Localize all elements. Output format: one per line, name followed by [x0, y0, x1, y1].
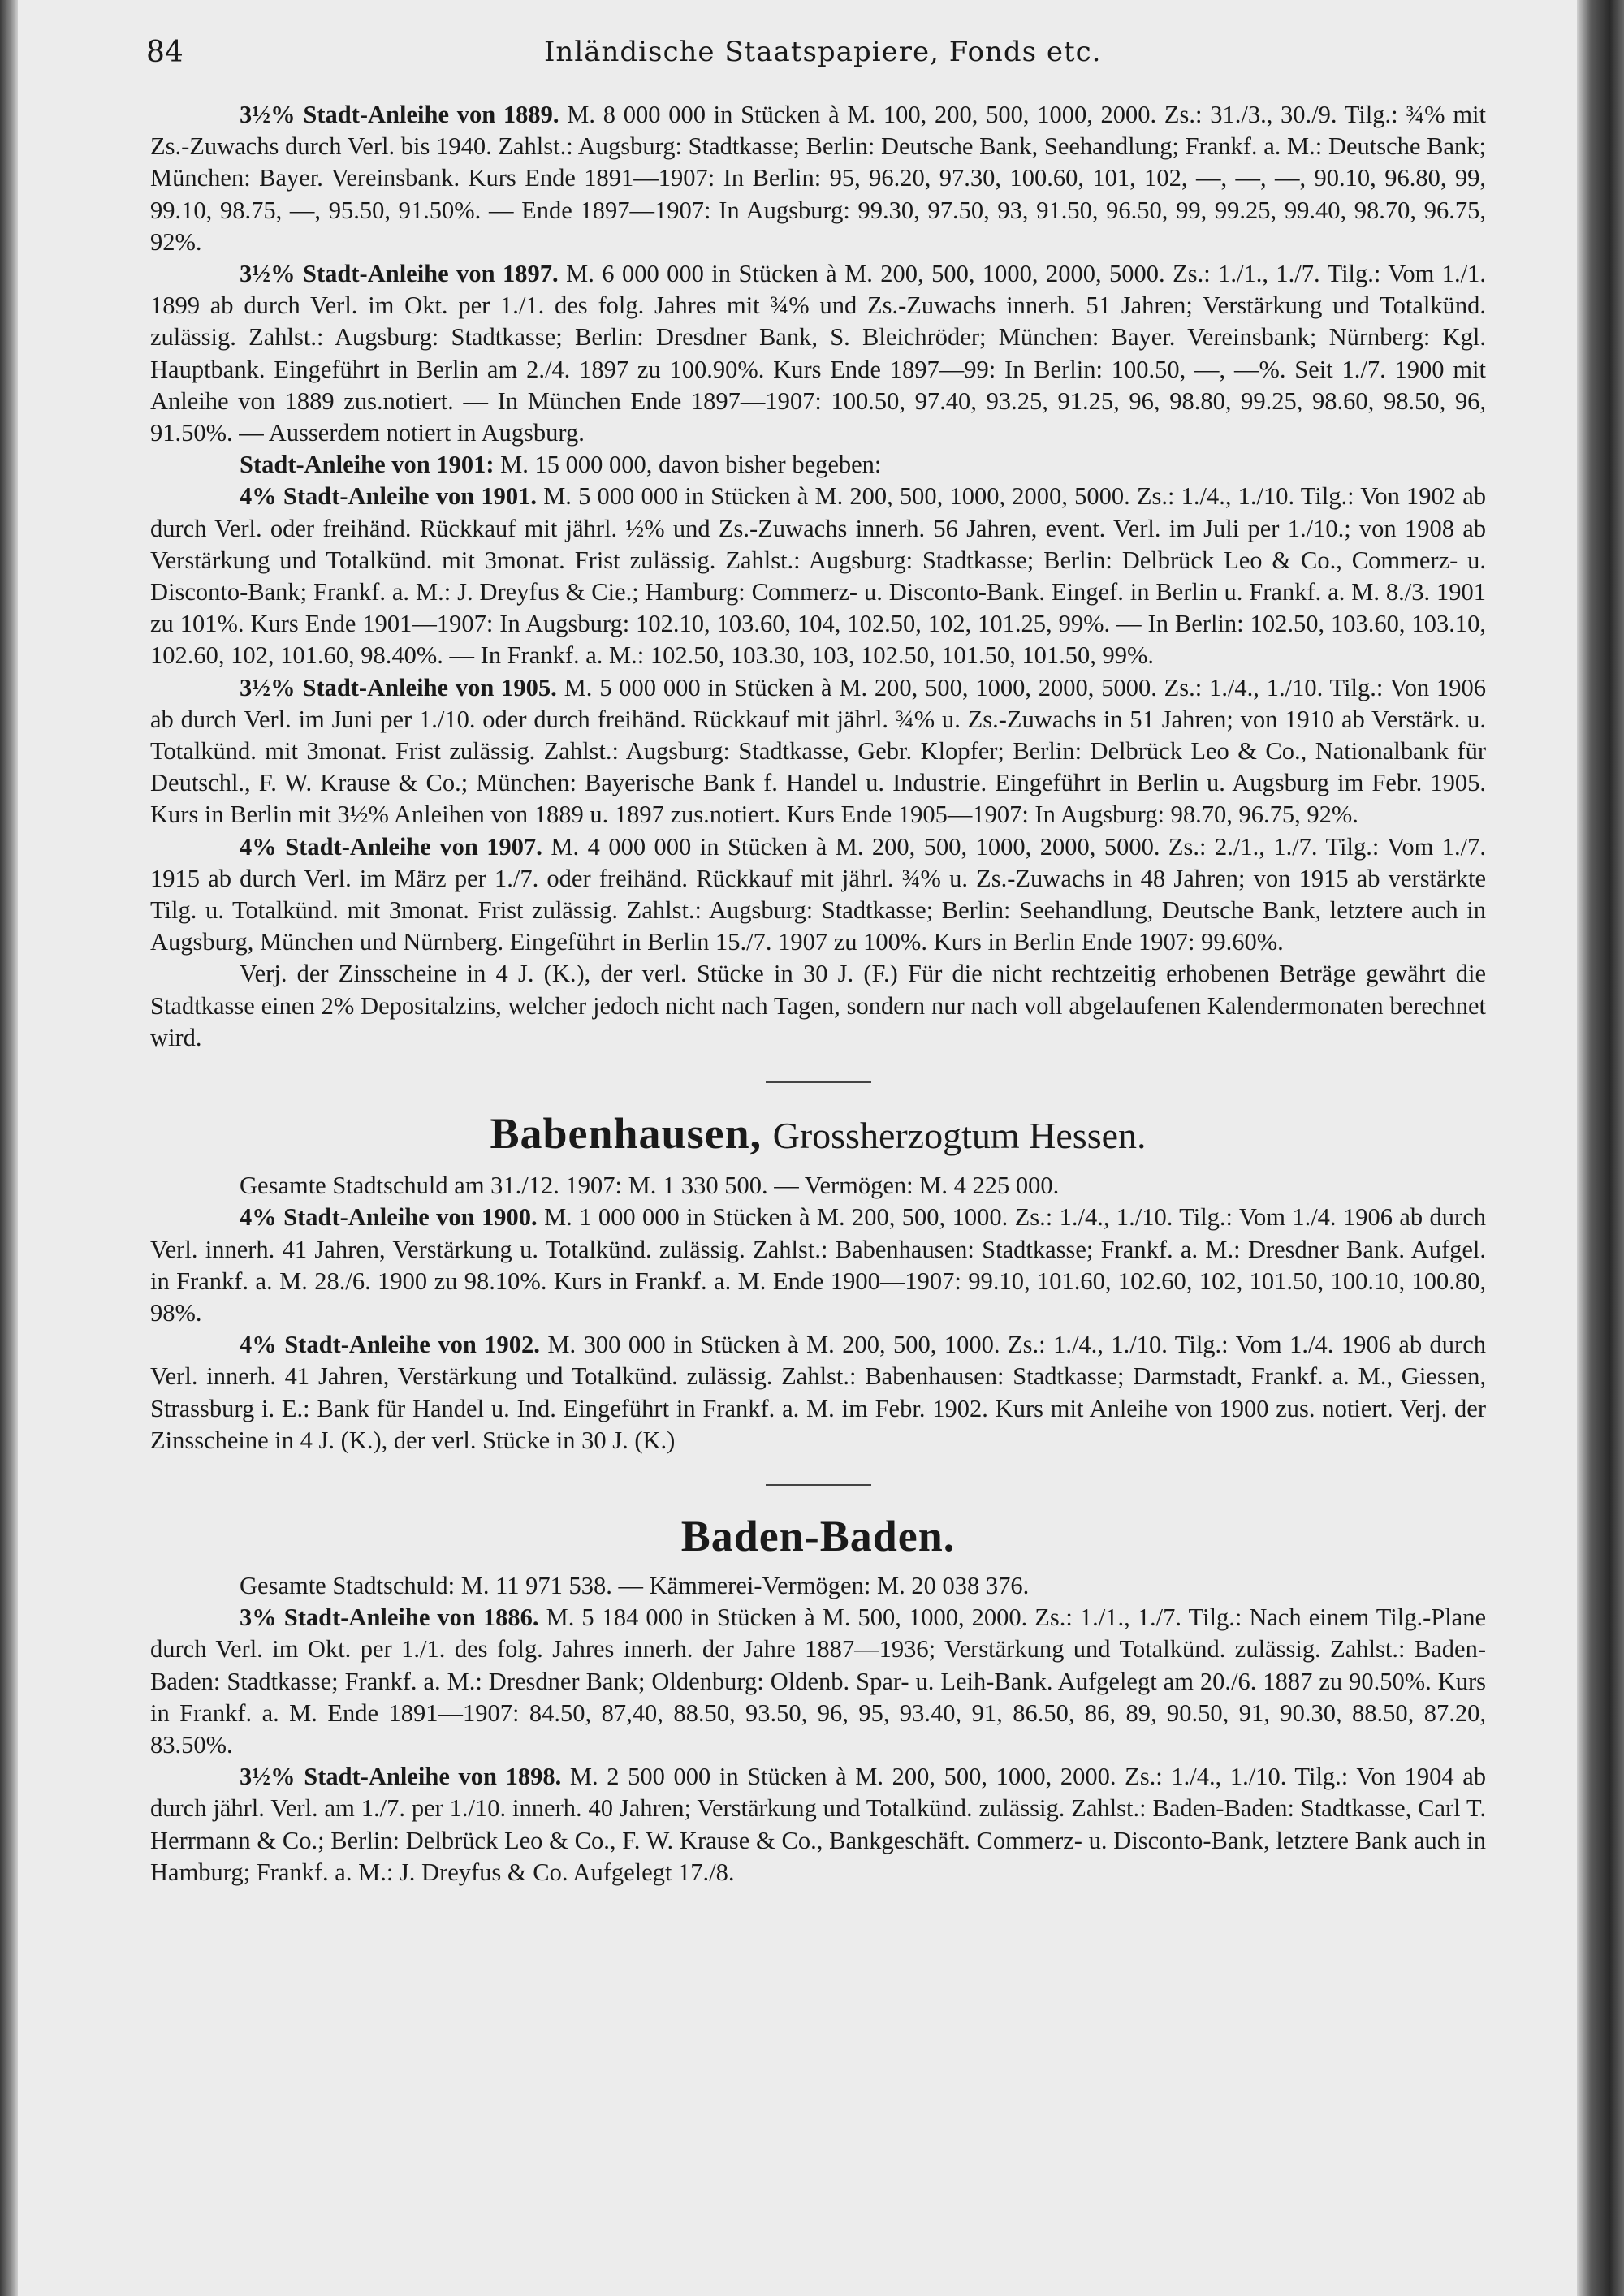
page-header [146, 36, 1527, 84]
entry-heading: 4% Stadt-Anleihe von 1900. [240, 1203, 538, 1232]
section-title [150, 1510, 1486, 1562]
binding-shadow-right [1577, 0, 1624, 2296]
entry-heading: 4% Stadt-Anleihe von 1902. [240, 1331, 540, 1359]
entry-text: M. 5 184 000 in Stücken à M. 500, 1000, 2000. Zs.: 1./1., 1./7. Tilg.: Nach einem Tilg.-Plane durch Verl. im Okt. per 1./1. des folg. Jahres innerh. der Jahre 1887—1936; Verstärkung und Totalkünd. zulässig. Zahlst.: Baden-Baden: Stadtkasse; Frankf. a. M.: Dresdner Bank; Oldenburg: Oldenb. Spar- u. Leih-Bank. Aufgelegt am 20./6. 1887 zu 90.50%. Kurs in Frankf. a. M. Ende 1891—1907: 84.50, 87,40, 88.50, 93.50, 96, 95, 93.40, 91, 86.50, 86, 89, 90.50, 91, 90.30, 88.50, 87.20, 83.50%. [150, 1603, 1487, 1759]
entry-1889 [150, 99, 1486, 258]
entry-1901 [150, 481, 1486, 671]
entry-heading: 3½% Stadt-Anleihe von 1905. [240, 673, 557, 701]
entry-heading: Stadt-Anleihe von 1901: [240, 451, 495, 479]
entry-text: M. 2 500 000 in Stücken à M. 200, 500, 1000, 2000. Zs.: 1./4., 1./10. Tilg.: Von 1904 ab durch jährl. Verl. am 1./7. per 1./10. innerh. 40 Jahren; Verstärkung und Totalkünd. zulässig. Zahlst.: Baden-Baden: Stadtkasse, Carl T. Herrmann & Co.; Berlin: Delbrück Leo & Co., F. W. Krause & Co., Bankgeschäft. Commerz- u. Disconto-Bank, letztere Bank auch in Hamburg; Frankf. a. M.: J. Dreyfus & Co. Aufgelegt 17./8. [150, 1763, 1486, 1886]
section-baden-baden [150, 1484, 1486, 1562]
entry-babenhausen-1900 [150, 1202, 1486, 1329]
entry-text: M. 5 000 000 in Stücken à M. 200, 500, 1000, 2000, 5000. Zs.: 1./4., 1./10. Tilg.: Von 1902 ab durch Verl. oder freihänd. Rückkauf mit jährl. ½% und Zs.-Zuwachs innerh. 56 Jahren, event. Verl. im Juli per 1./10.; von 1908 ab Verstärkung und Totalkünd. mit 3monat. Frist zulässig. Zahlst.: Augsburg: Stadtkasse; Berlin: Delbrück Leo & Co., Commerz- u. Disconto-Bank; Frankf. a. M.: J. Dreyfus & Cie.; Hamburg: Commerz- u. Disconto-Bank. Eingef. in Berlin u. Frankf. a. M. 8./3. 1901 zu 101%. Kurs Ende 1901—1907: In Augsburg: 102.10, 103.60, 104, 102.50, 102, 101.25, 99%. — In Berlin: 102.50, 103.60, 103.10, 102.60, 102, 101.60, 98.40%. — In Frankf. a. M.: 102.50, 103.30, 103, 102.50, 101.50, 101.50, 99%. [150, 482, 1486, 670]
running-title: Inländische Staatspapiere, Fonds etc. [544, 36, 1102, 68]
entry-1907 [150, 831, 1486, 959]
section-subtitle: Grossherzogtum Hessen. [772, 1115, 1147, 1157]
section-name: Babenhausen, [490, 1109, 762, 1159]
entry-heading: 3½% Stadt-Anleihe von 1889. [240, 101, 559, 128]
entry-1901-total [150, 449, 1486, 481]
entry-babenhausen-1902 [150, 1329, 1486, 1457]
entry-text: M. 15 000 000, davon bisher begeben: [500, 451, 882, 479]
section-name: Baden-Baden. [680, 1511, 956, 1560]
entry-baden-1898 [150, 1761, 1486, 1888]
entry-text: M. 300 000 in Stücken à M. 200, 500, 1000. Zs.: 1./4., 1./10. Tilg.: Vom 1./4. 1906 ab durch Verl. innerh. 41 Jahren, Verstärkung und Totalkünd. zulässig. Zahlst.: Babenhausen: Stadtkasse; Darmstadt, Frankf. a. M., Giessen, Strassburg i. E.: Bank für Handel u. Ind. Eingeführt in Frankf. a. M. im Febr. 1902. Kurs mit Anleihe von 1900 zus. notiert. Verj. der Zinsscheine in 4 J. (K.), der verl. Stücke in 30 J. (K.) [150, 1331, 1486, 1454]
entry-baden-1886 [150, 1602, 1486, 1761]
entry-note [150, 958, 1486, 1054]
entry-heading: 3½% Stadt-Anleihe von 1897. [240, 260, 559, 288]
entry-text: M. 6 000 000 in Stücken à M. 200, 500, 1000, 2000, 5000. Zs.: 1./1., 1./7. Tilg.: Vom 1./1. 1899 ab durch Verl. im Okt. per 1./1. des folg. Jahres mit ¾% und Zs.-Zuwachs innerh. 51 Jahren; Verstärkung und Totalkünd. zulässig. Zahlst.: Augsburg: Stadtkasse; Berlin: Dresdner Bank, S. Bleichröder; München: Bayer. Vereinsbank; Nürnberg: Kgl. Hauptbank. Eingeführt in Berlin am 2./4. 1897 zu 100.90%. Kurs Ende 1897—99: In Berlin: 100.50, —, —%. Seit 1./7. 1900 mit Anleihe von 1889 zus.notiert. — In München Ende 1897—1907: 100.50, 97.40, 93.25, 91.25, 96, 98.80, 99.25, 98.60, 98.50, 96, 91.50%. — Ausserdem notiert in Augsburg. [150, 260, 1486, 447]
entry-1897 [150, 258, 1486, 449]
entry-heading: 4% Stadt-Anleihe von 1901. [240, 482, 537, 511]
entry-heading: 3% Stadt-Anleihe von 1886. [240, 1603, 539, 1632]
entry-text: M. 5 000 000 in Stücken à M. 200, 500, 1000, 2000, 5000. Zs.: 1./4., 1./10. Tilg.: Von 1906 ab durch Verl. im Juni per 1./10. oder durch freihänd. Rückkauf mit jährl. ¾% u. Zs.-Zuwachs in 51 Jahren; von 1910 ab Verstärk. u. Totalkünd. mit 3monat. Frist zulässig. Zahlst.: Augsburg: Stadtkasse, Gebr. Klopfer; Berlin: Delbrück Leo & Co., Nationalbank für Deutschl., F. W. Krause & Co.; München: Bayerische Bank f. Handel u. Industrie. Eingeführt in Berlin u. Augsburg im Febr. 1905. Kurs in Berlin mit 3½% Anleihen von 1889 u. 1897 zus.notiert. Kurs Ende 1905—1907: In Augsburg: 98.70, 96.75, 92%. [150, 673, 1487, 829]
page-body [150, 99, 1486, 1888]
entry-text: Verj. der Zinsscheine in 4 J. (K.), der verl. Stücke in 30 J. (F.) Für die nicht rechtzeitig erhobenen Beträge gewährt die Stadtkasse einen 2% Depositalzins, welcher jedoch nicht nach Tagen, sondern nur nach voll abgelaufenen Kalendermonaten berechnet wird. [150, 960, 1486, 1051]
entry-heading: 3½% Stadt-Anleihe von 1898. [240, 1763, 562, 1791]
binding-shadow-left [0, 0, 18, 2296]
entry-text: M. 8 000 000 in Stücken à M. 100, 200, 500, 1000, 2000. Zs.: 31./3., 30./9. Tilg.: ¾% mit Zs.-Zuwachs durch Verl. bis 1940. Zahlst.: Augsburg: Stadtkasse; Berlin: Deutsche Bank, Seehandlung; Frankf. a. M.: Deutsche Bank; München: Bayer. Vereinsbank. Kurs Ende 1891—1907: In Berlin: 95, 96.20, 97.30, 100.60, 101, 102, —, —, —, 90.10, 96.80, 99, 99.10, 98.75, —, 95.50, 91.50%. — Ende 1897—1907: In Augsburg: 99.30, 97.50, 93, 91.50, 96.50, 99, 99.25, 99.40, 98.70, 96.75, 92%. [150, 101, 1486, 256]
section-title [150, 1107, 1486, 1162]
entry-text: M. 1 000 000 in Stücken à M. 200, 500, 1000. Zs.: 1./4., 1./10. Tilg.: Vom 1./4. 1906 ab durch Verl. innerh. 41 Jahren, Verstärkung u. Totalkünd. zulässig. Zahlst.: Babenhausen: Stadtkasse; Frankf. a. M.: Dresdner Bank. Aufgel. in Frankf. a. M. 28./6. 1900 zu 98.10%. Kurs in Frankf. a. M. Ende 1900—1907: 99.10, 101.60, 102.60, 102, 101.50, 100.10, 100.80, 98%. [150, 1203, 1486, 1327]
entry-heading: 4% Stadt-Anleihe von 1907. [240, 832, 542, 861]
entry-1905 [150, 672, 1486, 831]
section-summary: Gesamte Stadtschuld: M. 11 971 538. — Kämmerei-Vermögen: M. 20 038 376. [240, 1571, 1030, 1599]
page-number: 84 [146, 36, 184, 69]
entry-text: M. 4 000 000 in Stücken à M. 200, 500, 1000, 2000, 5000. Zs.: 2./1., 1./7. Tilg.: Vom 1./7. 1915 ab durch Verl. im März per 1./7. oder freihänd. Rückkauf mit jährl. ¾% u. Zs.-Zuwachs in 48 Jahren; von 1915 ab verstärkte Tilg. u. Totalkünd. mit 3monat. Frist zulässig. Zahlst.: Augsburg: Stadtkasse; Berlin: Seehandlung, Deutsche Bank, letztere auch in Augsburg, München und Nürnberg. Eingeführt in Berlin 15./7. 1907 zu 100%. Kurs in Berlin Ende 1907: 99.60%. [150, 832, 1487, 956]
section-divider [766, 1484, 871, 1486]
section-summary: Gesamte Stadtschuld am 31./12. 1907: M. 1 330 500. — Vermögen: M. 4 225 000. [240, 1172, 1060, 1200]
section-babenhausen [150, 1081, 1486, 1162]
section-divider [766, 1081, 871, 1083]
